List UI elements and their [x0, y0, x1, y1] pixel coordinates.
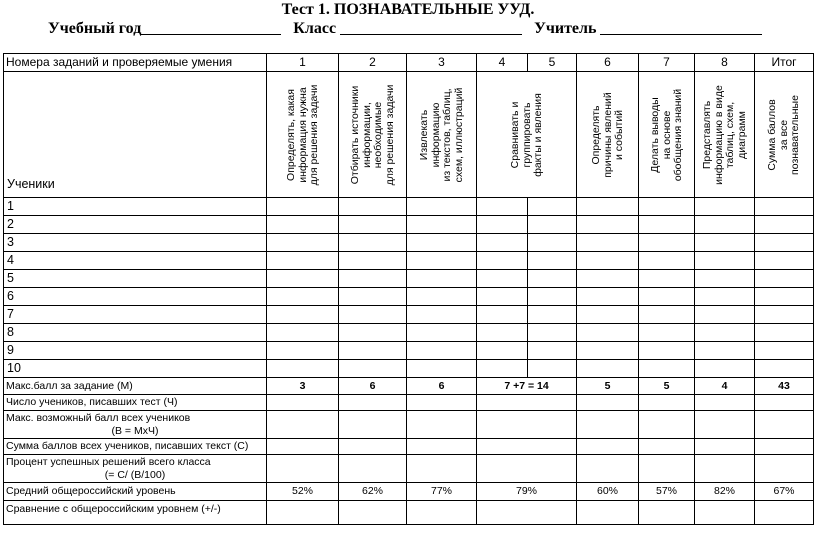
- score-cell[interactable]: [695, 216, 755, 234]
- skill-text: Извлекать информацию из текстов, таблиц, схем, иллюстраций: [417, 87, 464, 182]
- score-cell[interactable]: [755, 342, 814, 360]
- score-cell[interactable]: [755, 324, 814, 342]
- score-cell[interactable]: [477, 288, 528, 306]
- score-cell[interactable]: [577, 288, 639, 306]
- summary-cell[interactable]: [477, 439, 577, 455]
- skill-text: Сумма баллов за все познавательные: [765, 94, 801, 175]
- national-average-row: [4, 483, 814, 501]
- national-average-value: 79%: [477, 483, 577, 501]
- summary-cell[interactable]: [695, 455, 755, 483]
- score-cell[interactable]: [267, 306, 339, 324]
- student-row: [4, 198, 814, 216]
- score-cell[interactable]: [477, 360, 528, 378]
- score-cell[interactable]: [267, 324, 339, 342]
- summary-cell[interactable]: [407, 455, 477, 483]
- score-cell[interactable]: [477, 324, 528, 342]
- score-cell[interactable]: [267, 198, 339, 216]
- max-score-value: 4: [695, 378, 755, 395]
- summary-cell[interactable]: [695, 411, 755, 439]
- score-cell[interactable]: [339, 288, 407, 306]
- teacher-label: Учитель: [534, 20, 597, 37]
- max-possible-row: [4, 411, 814, 439]
- summary-cell[interactable]: [755, 501, 814, 525]
- score-cell[interactable]: [577, 270, 639, 288]
- score-cell[interactable]: [528, 198, 577, 216]
- summary-cell[interactable]: [639, 411, 695, 439]
- score-cell[interactable]: [528, 324, 577, 342]
- max-score-value: 3: [267, 378, 339, 395]
- summary-cell[interactable]: [477, 395, 577, 411]
- score-cell[interactable]: [755, 360, 814, 378]
- score-cell[interactable]: [477, 306, 528, 324]
- score-sum-label: Сумма баллов всех учеников, писавших текст (С): [4, 439, 267, 455]
- score-cell[interactable]: [477, 234, 528, 252]
- skill-header: [695, 72, 755, 198]
- score-cell[interactable]: [755, 288, 814, 306]
- score-cell[interactable]: [755, 252, 814, 270]
- max-score-value: 6: [407, 378, 477, 395]
- score-cell[interactable]: [755, 306, 814, 324]
- student-row: [4, 270, 814, 288]
- score-cell[interactable]: [407, 252, 477, 270]
- score-cell[interactable]: [407, 360, 477, 378]
- score-cell[interactable]: [695, 288, 755, 306]
- skill-header: [339, 72, 407, 198]
- summary-cell[interactable]: [577, 395, 639, 411]
- score-cell[interactable]: [267, 288, 339, 306]
- success-percent-label-line1: Процент успешных решений всего класса: [6, 455, 211, 468]
- summary-cell[interactable]: [755, 439, 814, 455]
- summary-cell[interactable]: [407, 411, 477, 439]
- score-cell[interactable]: [528, 270, 577, 288]
- score-cell[interactable]: [407, 342, 477, 360]
- student-number: 7: [4, 306, 267, 324]
- score-cell[interactable]: [528, 234, 577, 252]
- national-average-value: 62%: [339, 483, 407, 501]
- task-number: 2: [339, 54, 407, 72]
- comparison-label: Сравнение с общероссийским уровнем (+/-): [4, 501, 267, 525]
- score-cell[interactable]: [528, 306, 577, 324]
- score-cell[interactable]: [477, 198, 528, 216]
- task-number: 8: [695, 54, 755, 72]
- score-cell[interactable]: [577, 342, 639, 360]
- score-cell[interactable]: [339, 198, 407, 216]
- score-cell[interactable]: [695, 252, 755, 270]
- national-average-value: 57%: [639, 483, 695, 501]
- score-cell[interactable]: [639, 234, 695, 252]
- score-cell[interactable]: [339, 270, 407, 288]
- score-cell[interactable]: [267, 252, 339, 270]
- comparison-row: [4, 501, 814, 525]
- summary-cell[interactable]: [477, 501, 577, 525]
- score-cell[interactable]: [339, 360, 407, 378]
- student-row: [4, 216, 814, 234]
- student-row: [4, 342, 814, 360]
- score-cell[interactable]: [267, 360, 339, 378]
- summary-cell[interactable]: [695, 501, 755, 525]
- students-header-label: Ученики: [4, 72, 267, 198]
- score-cell[interactable]: [407, 216, 477, 234]
- year-label: Учебный год: [48, 20, 142, 37]
- page-title: Тест 1. ПОЗНАВАТЕЛЬНЫЕ УУД.: [281, 1, 535, 18]
- student-number: 4: [4, 252, 267, 270]
- task-number: 7: [639, 54, 695, 72]
- success-percent-label: [4, 455, 267, 483]
- max-score-value: 7 +7 = 14: [477, 378, 577, 395]
- summary-cell[interactable]: [477, 455, 577, 483]
- summary-cell[interactable]: [755, 411, 814, 439]
- task-number: 1: [267, 54, 339, 72]
- summary-cell[interactable]: [755, 455, 814, 483]
- score-cell[interactable]: [639, 342, 695, 360]
- summary-cell[interactable]: [577, 411, 639, 439]
- score-cell[interactable]: [528, 360, 577, 378]
- skill-text: Делать выводы на основе обобщения знаний: [648, 88, 684, 181]
- score-cell[interactable]: [407, 270, 477, 288]
- score-cell[interactable]: [577, 198, 639, 216]
- summary-cell[interactable]: [407, 501, 477, 525]
- score-cell[interactable]: [639, 306, 695, 324]
- score-cell[interactable]: [577, 252, 639, 270]
- score-cell[interactable]: [339, 306, 407, 324]
- summary-cell[interactable]: [339, 411, 407, 439]
- score-cell[interactable]: [339, 324, 407, 342]
- score-cell[interactable]: [639, 288, 695, 306]
- student-row: [4, 234, 814, 252]
- max-score-label: Макс.балл за задание (М): [4, 378, 267, 395]
- summary-cell[interactable]: [267, 455, 339, 483]
- summary-cell[interactable]: [755, 395, 814, 411]
- skill-header: [267, 72, 339, 198]
- summary-cell[interactable]: [695, 439, 755, 455]
- score-cell[interactable]: [639, 216, 695, 234]
- score-cell[interactable]: [695, 360, 755, 378]
- score-cell[interactable]: [528, 342, 577, 360]
- summary-cell[interactable]: [577, 439, 639, 455]
- summary-cell[interactable]: [477, 411, 577, 439]
- score-cell[interactable]: [577, 360, 639, 378]
- student-number: 8: [4, 324, 267, 342]
- student-number: 1: [4, 198, 267, 216]
- score-cell[interactable]: [639, 198, 695, 216]
- skill-header: [755, 72, 814, 198]
- student-row: [4, 360, 814, 378]
- score-cell[interactable]: [577, 234, 639, 252]
- summary-cell[interactable]: [577, 501, 639, 525]
- max-possible-label-line1: Макс. возможный балл всех учеников: [6, 411, 191, 424]
- class-label: Класс: [293, 20, 337, 37]
- score-cell[interactable]: [755, 216, 814, 234]
- score-cell[interactable]: [477, 252, 528, 270]
- score-cell[interactable]: [407, 234, 477, 252]
- score-cell[interactable]: [755, 198, 814, 216]
- score-cell[interactable]: [695, 342, 755, 360]
- national-average-value: 60%: [577, 483, 639, 501]
- score-cell[interactable]: [339, 234, 407, 252]
- student-number: 10: [4, 360, 267, 378]
- score-cell[interactable]: [695, 270, 755, 288]
- max-possible-label-line2: (В = МхЧ): [111, 424, 159, 437]
- teacher-field-line[interactable]: [600, 20, 762, 35]
- score-cell[interactable]: [407, 324, 477, 342]
- task-number: 4: [477, 54, 528, 72]
- score-cell[interactable]: [639, 360, 695, 378]
- summary-cell[interactable]: [267, 395, 339, 411]
- national-average-total: 67%: [755, 483, 814, 501]
- score-cell[interactable]: [339, 216, 407, 234]
- score-cell[interactable]: [339, 342, 407, 360]
- results-table: [3, 53, 814, 525]
- student-count-row: [4, 395, 814, 411]
- score-cell[interactable]: [755, 270, 814, 288]
- score-cell[interactable]: [528, 288, 577, 306]
- score-cell[interactable]: [339, 252, 407, 270]
- tasks-header-label: Номера заданий и проверяемые умения: [4, 54, 267, 72]
- skill-header: [577, 72, 639, 198]
- score-cell[interactable]: [477, 342, 528, 360]
- max-score-row: [4, 378, 814, 395]
- score-cell[interactable]: [267, 216, 339, 234]
- class-field-line[interactable]: [340, 20, 522, 35]
- summary-cell[interactable]: [639, 501, 695, 525]
- summary-cell[interactable]: [339, 455, 407, 483]
- national-average-label: Средний общероссийский уровень: [4, 483, 267, 501]
- score-cell[interactable]: [267, 234, 339, 252]
- success-percent-label-line2: (= С/ (В/100): [104, 468, 166, 481]
- summary-cell[interactable]: [577, 455, 639, 483]
- skill-text: Сравнивать и группировать факты и явления: [508, 92, 544, 177]
- skill-text: Определять, какая информация нужна для решения задачи: [284, 84, 320, 185]
- score-cell[interactable]: [477, 216, 528, 234]
- summary-cell[interactable]: [339, 501, 407, 525]
- skill-header: [407, 72, 477, 198]
- summary-cell[interactable]: [407, 395, 477, 411]
- skill-header: [477, 72, 577, 198]
- score-cell[interactable]: [267, 342, 339, 360]
- form-header-line: [48, 20, 788, 38]
- task-number: 5: [528, 54, 577, 72]
- success-percent-row: [4, 455, 814, 483]
- student-number: 9: [4, 342, 267, 360]
- score-cell[interactable]: [528, 252, 577, 270]
- max-score-value: 6: [339, 378, 407, 395]
- student-number: 6: [4, 288, 267, 306]
- score-sum-row: [4, 439, 814, 455]
- student-row: [4, 252, 814, 270]
- skill-text: Определять причины явлений и событий: [589, 91, 625, 178]
- student-row: [4, 306, 814, 324]
- skill-text: Отбирать источники информации, необходимые для решения задачи: [348, 84, 395, 185]
- score-cell[interactable]: [407, 198, 477, 216]
- score-cell[interactable]: [577, 324, 639, 342]
- score-cell[interactable]: [528, 216, 577, 234]
- summary-cell[interactable]: [339, 439, 407, 455]
- score-cell[interactable]: [407, 288, 477, 306]
- student-row: [4, 288, 814, 306]
- score-cell[interactable]: [755, 234, 814, 252]
- task-number: 6: [577, 54, 639, 72]
- summary-cell[interactable]: [339, 395, 407, 411]
- year-field-line[interactable]: [141, 20, 281, 35]
- score-cell[interactable]: [695, 306, 755, 324]
- national-average-value: 77%: [407, 483, 477, 501]
- student-number: 2: [4, 216, 267, 234]
- summary-cell[interactable]: [267, 439, 339, 455]
- score-cell[interactable]: [695, 198, 755, 216]
- score-cell[interactable]: [695, 234, 755, 252]
- summary-cell[interactable]: [639, 455, 695, 483]
- summary-cell[interactable]: [267, 411, 339, 439]
- summary-cell[interactable]: [639, 395, 695, 411]
- national-average-value: 52%: [267, 483, 339, 501]
- student-row: [4, 324, 814, 342]
- summary-cell[interactable]: [407, 439, 477, 455]
- student-count-label: Число учеников, писавших тест (Ч): [4, 395, 267, 411]
- score-cell[interactable]: [695, 324, 755, 342]
- max-score-total: 43: [755, 378, 814, 395]
- score-cell[interactable]: [477, 270, 528, 288]
- skill-text: Представлять информацию в виде таблиц, схем, диаграмм: [700, 84, 747, 185]
- max-possible-label: [4, 411, 267, 439]
- national-average-value: 82%: [695, 483, 755, 501]
- total-header: Итог: [755, 54, 814, 72]
- score-cell[interactable]: [267, 270, 339, 288]
- summary-cell[interactable]: [267, 501, 339, 525]
- score-cell[interactable]: [577, 306, 639, 324]
- student-number: 5: [4, 270, 267, 288]
- student-number: 3: [4, 234, 267, 252]
- task-number: 3: [407, 54, 477, 72]
- max-score-value: 5: [577, 378, 639, 395]
- header-row-skills: [4, 72, 814, 198]
- skill-header: [639, 72, 695, 198]
- score-cell[interactable]: [407, 306, 477, 324]
- summary-cell[interactable]: [695, 395, 755, 411]
- score-cell[interactable]: [577, 216, 639, 234]
- header-row-numbers: [4, 54, 814, 72]
- summary-cell[interactable]: [639, 439, 695, 455]
- max-score-value: 5: [639, 378, 695, 395]
- score-cell[interactable]: [639, 324, 695, 342]
- score-cell[interactable]: [639, 270, 695, 288]
- score-cell[interactable]: [639, 252, 695, 270]
